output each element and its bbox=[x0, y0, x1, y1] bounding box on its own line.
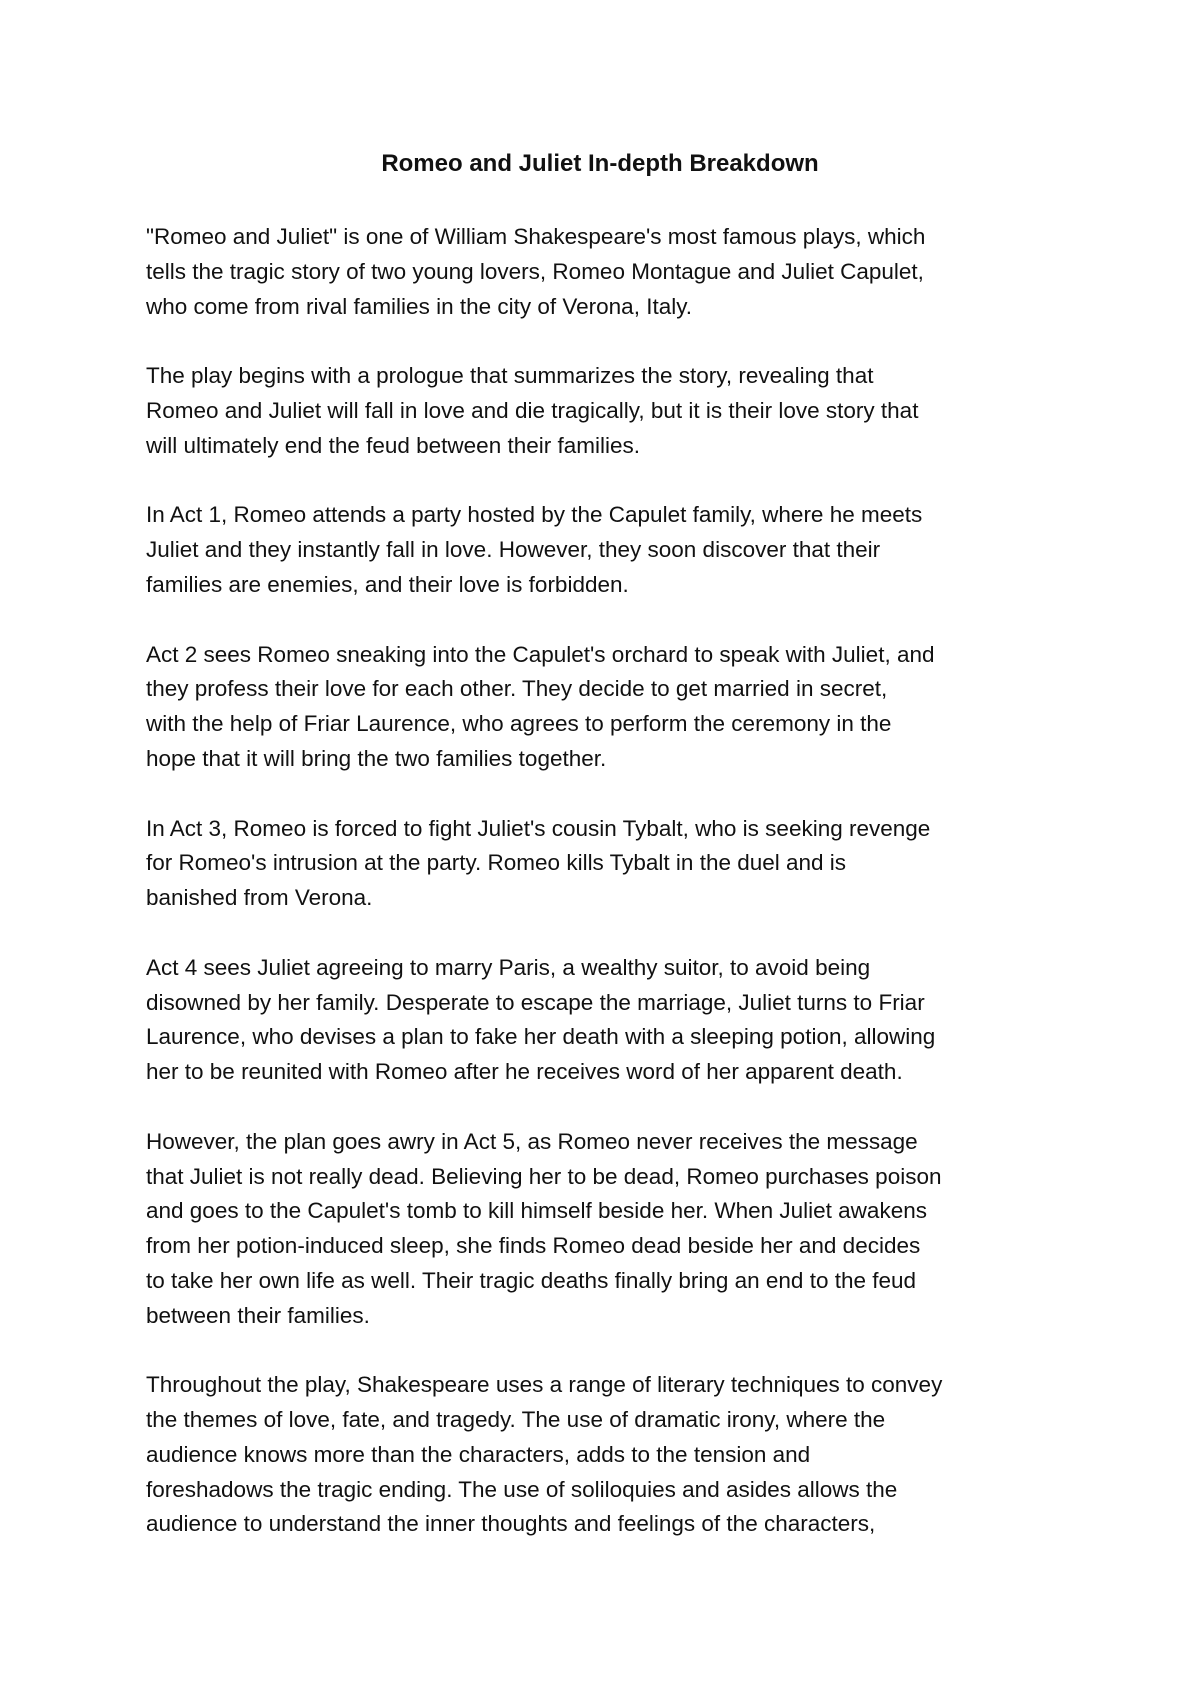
text-line: that Juliet is not really dead. Believing her to be dead, Romeo purchases poison bbox=[146, 1163, 942, 1189]
text-line: families are enemies, and their love is forbidden. bbox=[146, 571, 629, 597]
text-line: Romeo and Juliet will fall in love and die tragically, but it is their love story that bbox=[146, 397, 919, 423]
text-line: Laurence, who devises a plan to fake her death with a sleeping potion, allowing bbox=[146, 1024, 936, 1050]
paragraph-act-4 bbox=[146, 951, 1076, 1090]
text-line: to take her own life as well. Their tragic deaths finally bring an end to the feud bbox=[146, 1267, 917, 1293]
paragraph-act-5 bbox=[146, 1125, 1076, 1334]
paragraph-introduction bbox=[146, 220, 1076, 324]
text-line: who come from rival families in the city of Verona, Italy. bbox=[146, 293, 693, 319]
document-body bbox=[146, 220, 1076, 1577]
text-line: foreshadows the tragic ending. The use of soliloquies and asides allows the bbox=[146, 1476, 898, 1502]
text-line: between their families. bbox=[146, 1302, 370, 1328]
text-line: for Romeo's intrusion at the party. Romeo kills Tybalt in the duel and is bbox=[146, 850, 847, 876]
text-line: and goes to the Capulet's tomb to kill himself beside her. When Juliet awakens bbox=[146, 1198, 927, 1224]
text-line: they profess their love for each other. They decide to get married in secret, bbox=[146, 676, 888, 702]
paragraph-prologue bbox=[146, 359, 1076, 463]
text-line: banished from Verona. bbox=[146, 885, 373, 911]
text-line: Act 2 sees Romeo sneaking into the Capulet's orchard to speak with Juliet, and bbox=[146, 641, 935, 667]
paragraph-literary-techniques bbox=[146, 1368, 1076, 1542]
paragraph-act-1 bbox=[146, 498, 1076, 602]
text-line: with the help of Friar Laurence, who agrees to perform the ceremony in the bbox=[146, 711, 892, 737]
paragraph-act-3 bbox=[146, 812, 1076, 916]
text-line: tells the tragic story of two young lovers, Romeo Montague and Juliet Capulet, bbox=[146, 258, 924, 284]
text-line: disowned by her family. Desperate to escape the marriage, Juliet turns to Friar bbox=[146, 989, 925, 1015]
text-line: The play begins with a prologue that summarizes the story, revealing that bbox=[146, 363, 874, 389]
text-line: In Act 3, Romeo is forced to fight Juliet's cousin Tybalt, who is seeking revenge bbox=[146, 815, 931, 841]
text-line: Juliet and they instantly fall in love. However, they soon discover that their bbox=[146, 537, 881, 563]
text-line: audience to understand the inner thoughts and feelings of the characters, bbox=[146, 1511, 876, 1537]
text-line: In Act 1, Romeo attends a party hosted by the Capulet family, where he meets bbox=[146, 502, 923, 528]
text-line: the themes of love, fate, and tragedy. The use of dramatic irony, where the bbox=[146, 1407, 886, 1433]
text-line: audience knows more than the characters, adds to the tension and bbox=[146, 1441, 811, 1467]
text-line: "Romeo and Juliet" is one of William Shakespeare's most famous plays, which bbox=[146, 224, 926, 249]
document-title: Romeo and Juliet In-depth Breakdown bbox=[381, 150, 819, 177]
text-line: from her potion-induced sleep, she finds Romeo dead beside her and decides bbox=[146, 1233, 921, 1259]
text-line: hope that it will bring the two families together. bbox=[146, 745, 607, 771]
text-line: her to be reunited with Romeo after he receives word of her apparent death. bbox=[146, 1059, 903, 1085]
text-line: Throughout the play, Shakespeare uses a range of literary techniques to convey bbox=[146, 1372, 943, 1398]
text-line: However, the plan goes awry in Act 5, as Romeo never receives the message bbox=[146, 1128, 918, 1154]
text-line: will ultimately end the feud between their families. bbox=[146, 432, 641, 458]
text-line: Act 4 sees Juliet agreeing to marry Paris, a wealthy suitor, to avoid being bbox=[146, 954, 871, 980]
paragraph-act-2 bbox=[146, 638, 1076, 777]
